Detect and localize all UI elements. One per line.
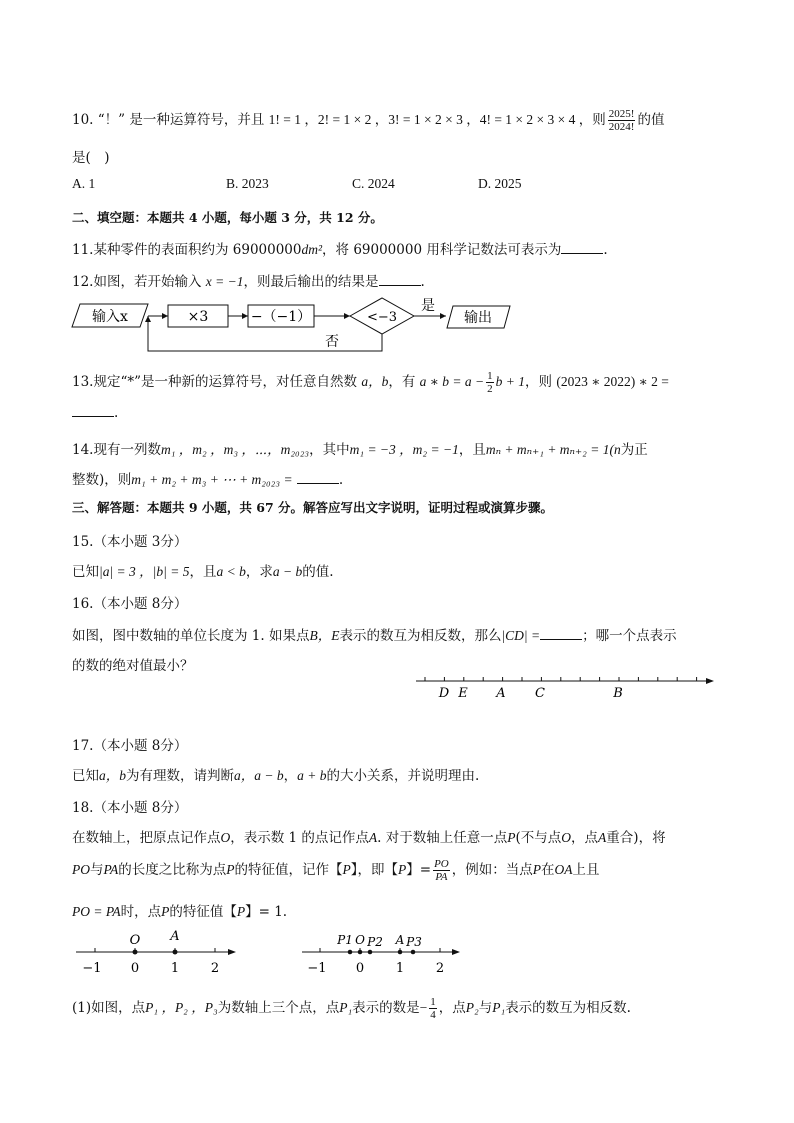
q10-math: 1! = 1 ，2! = 1 × 2 ，3! = 1 × 2 × 3 ，4! = 1 × 2 × 3 × 4 ，则 xyxy=(268,112,606,127)
q16-number-line xyxy=(410,672,720,706)
q10-option-b: B. 2023 xyxy=(226,176,269,191)
q17-text: 已知a，b为有理数，请判断a，a − b，a + b的大小关系，并说明理由. xyxy=(72,768,480,784)
answer-blank xyxy=(540,627,582,640)
point-a xyxy=(173,950,178,955)
q18-line1: 在数轴上，把原点记作点O，表示数 1 的点记作点A. 对于数轴上任意一点P(不与点O，点A重合)，将 xyxy=(72,830,666,846)
label-o: O xyxy=(129,933,141,948)
svg-text:×3: ×3 xyxy=(187,309,209,325)
point-o xyxy=(358,950,363,955)
tick-1: 1 xyxy=(170,961,180,976)
axis-label-c: C xyxy=(535,686,545,701)
label-a: A xyxy=(395,933,405,947)
label-a: A xyxy=(170,929,180,944)
q18-heading: 18.（本小题 8分） xyxy=(72,800,188,816)
q12: 12.如图，若开始输入 x = −1，则最后输出的结果是 . xyxy=(72,274,425,290)
label-o: O xyxy=(355,933,365,947)
label-p3: P3 xyxy=(406,935,422,949)
q18-sub1-fraction: $\frac{1}{4}$ xyxy=(430,996,436,1021)
answer-blank xyxy=(379,273,421,286)
point-p3 xyxy=(411,950,416,955)
q13-fraction: $\frac{1}{2}$ xyxy=(487,370,493,395)
q13: 13.规定“*”是一种新的运算符号，对任意自然数 a，b，有 a ∗ b = a − $\frac{1}{2}$ b + 1，则 (2023 ∗ 2022) ∗ 2 = xyxy=(72,370,669,395)
answer-blank xyxy=(297,471,339,484)
point-p1 xyxy=(348,950,353,955)
q15-heading: 15.（本小题 3分） xyxy=(72,534,188,550)
q17-heading: 17.（本小题 8分） xyxy=(72,738,188,754)
q16-line2: 的数的绝对值最小？ xyxy=(72,658,194,674)
q10-line1: 10. “！” 是一种运算符号，并且 1! = 1 ，2! = 1 × 2 ，3! = 1 × 2 × 3 ，4! = 1 × 2 × 3 × 4 ，则 $\frac{2025!}{2024!}$ 的值 xyxy=(72,108,665,133)
q18-line3: PO = PA时，点P的特征值【P】= 1. xyxy=(72,904,288,920)
section-2-heading: 二、填空题：本题共 4 小题，每小题 3 分，共 12 分。 xyxy=(72,210,383,225)
point-o xyxy=(133,950,138,955)
tick-1: 1 xyxy=(395,961,405,976)
axis-label-d: D xyxy=(438,686,450,701)
q18-number-line-2 xyxy=(296,926,476,978)
tick-neg1: −1 xyxy=(307,961,327,976)
tick-2: 2 xyxy=(435,961,445,976)
tick-2: 2 xyxy=(210,961,220,976)
q10-option-d: D. 2025 xyxy=(478,176,522,191)
q18-sub1: (1)如图，点P₁ ，P₂ ，P₃为数轴上三个点，点P₁表示的数是− $\frac{1}{4}$ ，点P₂与P₁表示的数互为相反数. xyxy=(72,996,631,1021)
flow-no-label: 否 xyxy=(325,334,339,350)
q10-stem: 10. “！” 是一种运算符号，并且 xyxy=(72,112,269,128)
q18-line2: PO与PA的长度之比称为点P的特征值，记作【P】，即【P】= $\frac{PO}{PA}$ ，例如：当点P在OA上且 xyxy=(72,858,600,883)
q11: 11.某种零件的表面积约为 69000000dm²，将 69000000 用科学记数法可表示为 . xyxy=(72,242,608,258)
flow-output-box xyxy=(447,306,510,328)
flow-times-box xyxy=(168,305,228,327)
q18-fraction: $\frac{PO}{PA}$ xyxy=(434,858,449,883)
axis-label-e: E xyxy=(458,686,468,701)
q16-heading: 16.（本小题 8分） xyxy=(72,596,188,612)
q10-fraction: $\frac{2025!}{2024!}$ xyxy=(608,108,635,133)
tick-neg1: −1 xyxy=(82,961,102,976)
tick-0: 0 xyxy=(355,961,365,976)
tick-0: 0 xyxy=(130,961,140,976)
point-p2 xyxy=(368,950,373,955)
q12-flowchart xyxy=(70,294,540,354)
q15-text: 已知|a| = 3 ，|b| = 5，且a < b，求a − b的值. xyxy=(72,564,334,580)
label-p2: P2 xyxy=(367,935,383,949)
svg-text:输出: 输出 xyxy=(464,310,492,326)
answer-blank xyxy=(561,241,603,254)
flow-compare-diamond xyxy=(350,298,414,334)
label-p1: P1 xyxy=(337,933,353,947)
point-a xyxy=(398,950,403,955)
axis-label-b: B xyxy=(613,686,623,701)
q14-line1: 14.现有一列数m₁ ，m₂ ，m₃ ，⋯，m₂₀₂₃，其中m₁ = −3 ，m₂ = −1，且mₙ + mₙ₊₁ + mₙ₊₂ = 1(n为正 xyxy=(72,442,648,458)
q10-option-c: C. 2024 xyxy=(352,176,395,191)
q10-line2: 是( ) xyxy=(72,150,110,166)
flow-yes-label: 是 xyxy=(421,298,435,314)
flow-input-box xyxy=(72,304,148,327)
answer-blank xyxy=(72,404,114,417)
svg-text:输入x: 输入x xyxy=(92,309,128,325)
q16-line1: 如图，图中数轴的单位长度为 1. 如果点B，E表示的数互为相反数，那么|CD| = ；哪一个点表示 xyxy=(72,628,677,644)
flow-minus-box xyxy=(248,305,314,327)
q13-line2: . xyxy=(72,404,118,421)
svg-text:<−3: <−3 xyxy=(366,310,398,325)
section-3-heading: 三、解答题：本题共 9 小题，共 67 分。解答应写出文字说明，证明过程或演算步骤。 xyxy=(72,500,554,515)
svg-text:−（−1）: −（−1） xyxy=(250,309,312,325)
q10-option-a: A. 1 xyxy=(72,176,96,191)
q14-line2: 整数)，则m₁ + m₂ + m₃ + ⋯ + m₂₀₂₃ = . xyxy=(72,472,344,488)
axis-label-a: A xyxy=(496,686,506,701)
q18-number-line-1 xyxy=(70,926,250,978)
